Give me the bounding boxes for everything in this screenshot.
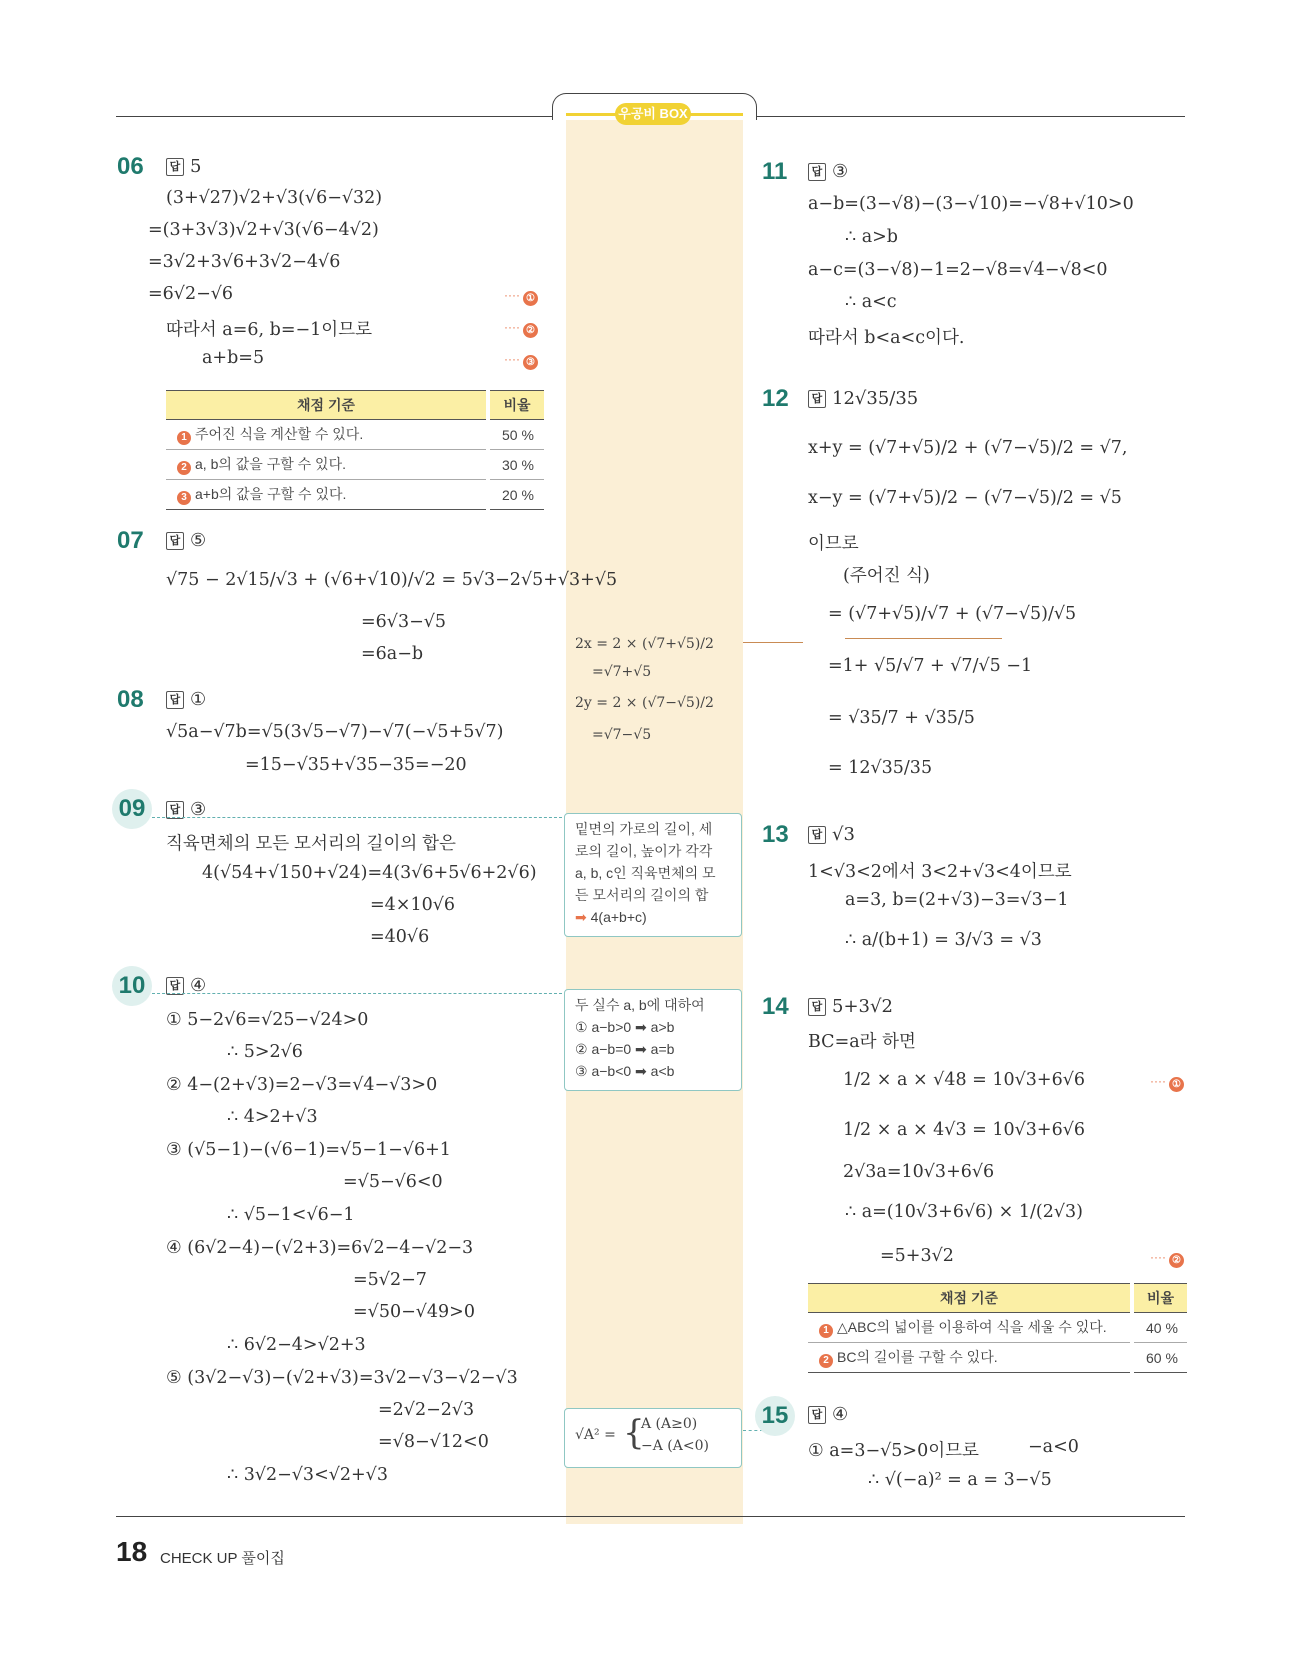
q09-note-line: ➡ 4(a+b+c): [575, 909, 647, 925]
criteria-row: 1 주어진 식을 계산할 수 있다.: [166, 420, 488, 450]
step-marker: ···· ③: [504, 352, 538, 370]
q07-number: 07: [117, 527, 144, 554]
q14-line: ∴ a=(10√3+6√6) × 1/(2√3): [845, 1202, 1083, 1222]
q15-note-case: A (A≥0): [641, 1416, 698, 1432]
q10-line: ① 5−2√6=√25−√24>0: [166, 1010, 369, 1030]
q10-number: 10: [112, 966, 152, 1006]
q12-side-note: 2y = 2 × (√7−√5)/2: [575, 695, 714, 711]
q12-side-note: =√7+√5: [592, 664, 652, 680]
q12-line: =1+ √5/√7 + √7/√5 −1: [828, 656, 1033, 676]
q14-line: =5+3√2: [880, 1246, 954, 1266]
step-marker: ···· ①: [1150, 1074, 1184, 1092]
q12-line: = √35/7 + √35/5: [828, 708, 975, 728]
q09-note-line: 로의 길이, 높이가 각각: [575, 843, 713, 859]
answer-icon: 답: [166, 532, 184, 550]
answer-icon: 답: [808, 1406, 826, 1424]
q15-note-lhs: √A² =: [575, 1427, 616, 1443]
q10-line: ② 4−(2+√3)=2−√3=√4−√3>0: [166, 1075, 438, 1095]
q15-number: 15: [755, 1396, 795, 1436]
ratio-header: 비율: [488, 391, 544, 420]
criteria-header: 채점 기준: [166, 391, 488, 420]
q09-side-box: [564, 813, 742, 937]
q14-line: 2√3a=10√3+6√6: [843, 1162, 995, 1182]
q09-note-line: a, b, c인 직육면체의 모: [575, 865, 716, 881]
criteria-row: 3 a+b의 값을 구할 수 있다.: [166, 480, 488, 510]
q08-line: =15−√35+√35−35=−20: [245, 755, 467, 775]
q14-line: 1/2 × a × √48 = 10√3+6√6: [843, 1070, 1086, 1090]
q15-note-case: −A (A<0): [641, 1438, 709, 1454]
q10-note-line: ③ a−b<0 ➡ a<b: [575, 1063, 675, 1079]
q09-answer: 답 ③: [166, 799, 206, 820]
q09-note-line: 밑면의 가로의 길이, 세: [575, 821, 713, 837]
q10-line: ∴ 4>2+√3: [227, 1107, 318, 1127]
ratio-cell: 20 %: [488, 480, 544, 510]
q12-side-note: =√7−√5: [592, 727, 652, 743]
q07-line: =6√3−√5: [361, 612, 447, 632]
q14-scoring-table: [808, 1283, 1187, 1373]
q13-line: a=3, b=(2+√3)−3=√3−1: [845, 890, 1069, 910]
ratio-cell: 50 %: [488, 420, 544, 450]
footer-title: CHECK UP 풀이집: [160, 1550, 285, 1567]
top-rule-right: [753, 116, 1185, 117]
q09-note-line: 든 모서리의 길이의 합: [575, 887, 709, 903]
q10-line: ③ (√5−1)−(√6−1)=√5−1−√6+1: [166, 1140, 451, 1160]
q15-side-box: [564, 1408, 742, 1468]
q10-line: ⑤ (3√2−√3)−(√2+√3)=3√2−√3−√2−√3: [166, 1368, 518, 1388]
q10-line: =√50−√49>0: [353, 1302, 475, 1322]
q10-leader: [152, 993, 562, 994]
q12-line: x+y = (√7+√5)/2 + (√7−√5)/2 = √7,: [808, 438, 1128, 458]
q13-line: ∴ a/(b+1) = 3/√3 = √3: [845, 930, 1042, 950]
q06-scoring-table: [166, 390, 544, 510]
step-marker: ···· ①: [504, 288, 538, 306]
q06-answer: 답 5: [166, 156, 201, 177]
q15-answer: 답 ④: [808, 1404, 848, 1425]
q06-number: 06: [117, 153, 144, 180]
q13-answer: 답 √3: [808, 824, 855, 845]
q12-side-note: 2x = 2 × (√7+√5)/2: [575, 636, 714, 652]
q09-leader: [152, 817, 562, 818]
q10-line: ∴ 5>2√6: [227, 1042, 303, 1062]
q14-line: 1/2 × a × 4√3 = 10√3+6√6: [843, 1120, 1086, 1140]
ratio-header: 비율: [1132, 1284, 1187, 1313]
answer-icon: 답: [166, 158, 184, 176]
q08-answer: 답 ①: [166, 689, 206, 710]
step-marker: ···· ②: [1150, 1250, 1184, 1268]
q06-line: =(3+3√3)√2+√3(√6−4√2): [148, 220, 379, 240]
ratio-cell: 30 %: [488, 450, 544, 480]
q10-line: ∴ 3√2−√3<√2+√3: [227, 1465, 388, 1485]
q10-side-box: [564, 989, 742, 1091]
q11-answer: 답 ③: [808, 161, 848, 182]
q06-line: 따라서 a=6, b=−1이므로: [166, 320, 373, 340]
q15-line: −a<0: [1028, 1437, 1079, 1457]
q10-line: ∴ √5−1<√6−1: [227, 1205, 355, 1225]
q08-number: 08: [117, 686, 144, 713]
q07-line: √75 − 2√15/√3 + (√6+√10)/√2 = 5√3−2√5+√3+√5: [166, 570, 618, 590]
q06-line: (3+√27)√2+√3(√6−√32): [166, 188, 383, 208]
q09-line: =4×10√6: [370, 895, 456, 915]
q10-note-line: 두 실수 a, b에 대하여: [575, 997, 705, 1013]
q10-note-line: ② a−b=0 ➡ a=b: [575, 1041, 675, 1057]
q11-line: a−b=(3−√8)−(3−√10)=−√8+√10>0: [808, 194, 1134, 214]
brace: {: [623, 1413, 645, 1453]
answer-icon: 답: [166, 977, 184, 995]
q10-line: =2√2−2√3: [378, 1400, 475, 1420]
step-marker: ···· ②: [504, 320, 538, 338]
answer-icon: 답: [808, 390, 826, 408]
q09-line: =40√6: [370, 927, 430, 947]
q12-line: (주어진 식): [843, 566, 930, 586]
q06-line: =6√2−√6: [148, 284, 234, 304]
page-number: 18: [116, 1536, 148, 1567]
q12-line: x−y = (√7+√5)/2 − (√7−√5)/2 = √5: [808, 488, 1122, 508]
q10-answer: 답 ④: [166, 975, 206, 996]
q10-note-line: ① a−b>0 ➡ a>b: [575, 1019, 675, 1035]
ratio-cell: 60 %: [1132, 1343, 1187, 1373]
answer-icon: 답: [808, 998, 826, 1016]
criteria-row: 1 △ABC의 넓이를 이용하여 식을 세울 수 있다.: [808, 1313, 1132, 1343]
q08-line: √5a−√7b=√5(3√5−√7)−√7(−√5+5√7): [166, 722, 504, 742]
q14-line: BC=a라 하면: [808, 1032, 916, 1052]
q12-line: 이므로: [808, 533, 859, 553]
top-rule-left: [116, 116, 554, 117]
q12-line: = 12√35/35: [828, 758, 933, 778]
q12-answer: 답 12√35/35: [808, 388, 918, 409]
q06-line: a+b=5: [202, 348, 265, 368]
q06-line: =3√2+3√6+3√2−4√6: [148, 252, 341, 272]
answer-icon: 답: [166, 801, 184, 819]
bottom-rule: [116, 1516, 1185, 1517]
ratio-cell: 40 %: [1132, 1313, 1187, 1343]
criteria-header: 채점 기준: [808, 1284, 1132, 1313]
q10-line: =√8−√12<0: [378, 1432, 489, 1452]
answer-icon: 답: [808, 826, 826, 844]
box-badge: 우공비 BOX: [615, 103, 691, 125]
q14-answer: 답 5+3√2: [808, 996, 893, 1017]
q09-number: 09: [112, 789, 152, 829]
q13-line: 1<√3<2에서 3<2+√3<4이므로: [808, 862, 1072, 882]
q15-line: ∴ √(−a)² = a = 3−√5: [868, 1470, 1052, 1490]
q12-connector: [743, 642, 803, 643]
q11-number: 11: [762, 158, 788, 185]
q13-number: 13: [762, 821, 789, 848]
q10-line: ∴ 6√2−4>√2+3: [227, 1335, 366, 1355]
q11-line: ∴ a<c: [845, 292, 897, 312]
q11-line: 따라서 b<a<c이다.: [808, 328, 965, 348]
q11-line: ∴ a>b: [845, 227, 898, 247]
q12-number: 12: [762, 385, 789, 412]
q12-line: = (√7+√5)/√7 + (√7−√5)/√5: [828, 604, 1077, 624]
q11-line: a−c=(3−√8)−1=2−√8=√4−√8<0: [808, 260, 1108, 280]
q10-line: =√5−√6<0: [343, 1172, 443, 1192]
q09-line: 4(√54+√150+√24)=4(3√6+5√6+2√6): [202, 863, 537, 883]
answer-icon: 답: [808, 163, 826, 181]
criteria-row: 2 BC의 길이를 구할 수 있다.: [808, 1343, 1132, 1373]
answer-icon: 답: [166, 691, 184, 709]
criteria-row: 2 a, b의 값을 구할 수 있다.: [166, 450, 488, 480]
arrow-icon: ➡: [575, 909, 587, 925]
q14-number: 14: [762, 993, 789, 1020]
q07-line: =6a−b: [361, 644, 424, 664]
q10-line: =5√2−7: [353, 1270, 427, 1290]
q15-line: ① a=3−√5>0이므로: [808, 1441, 979, 1461]
q10-line: ④ (6√2−4)−(√2+3)=6√2−4−√2−3: [166, 1238, 474, 1258]
q07-answer: 답 ⑤: [166, 530, 206, 551]
q12-underline: [845, 638, 1002, 639]
q09-line: 직육면체의 모든 모서리의 길이의 합은: [166, 833, 456, 853]
